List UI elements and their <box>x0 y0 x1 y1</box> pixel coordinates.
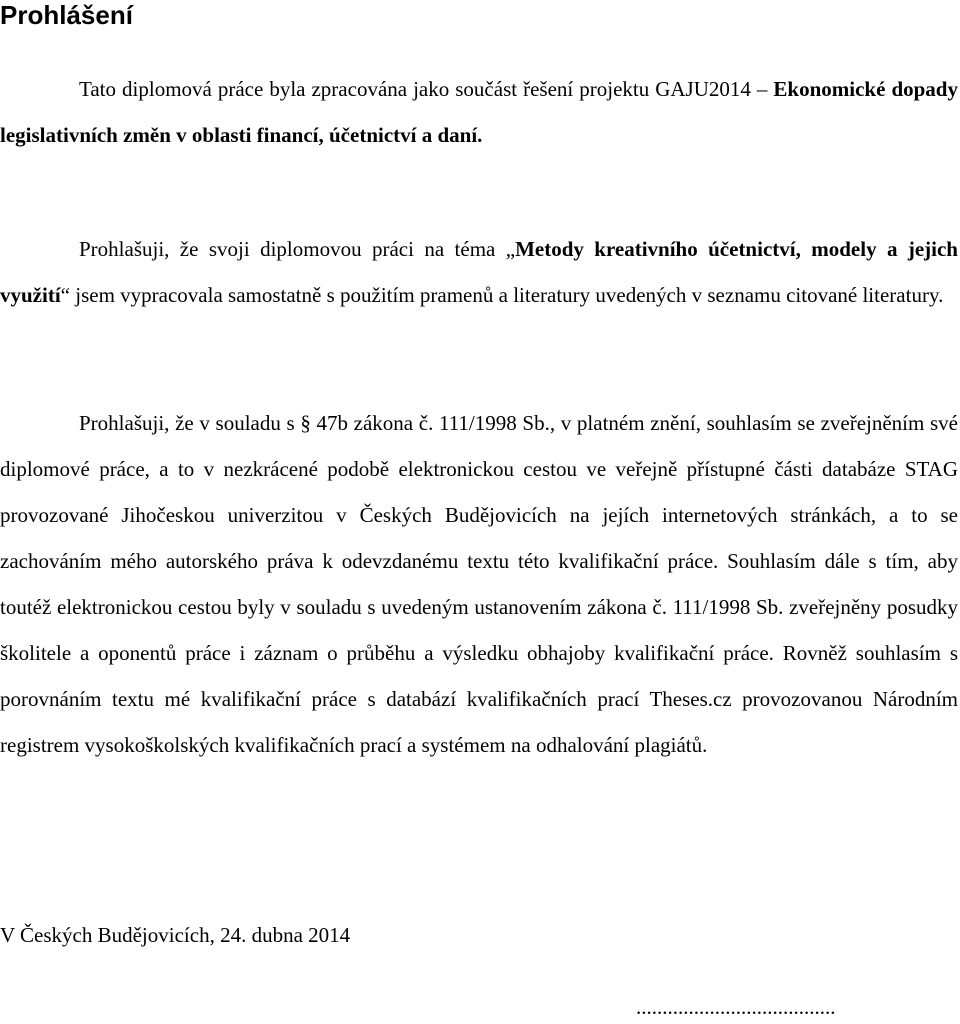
thesis-topic: Metody kreativního účetnictví, modely a jejich využití <box>0 237 958 307</box>
project-intro-text: Tato diplomová práce byla zpracována jako součást řešení projektu GAJU2014 – <box>79 77 774 101</box>
project-name: Ekonomické dopady legislativních změn v oblasti financí, účetnictví a daní. <box>0 77 958 147</box>
signature-line: ...................................... <box>636 995 836 1019</box>
page-title: Prohlášení <box>0 0 133 30</box>
authorship-closing-text: “ jsem vypracovala samostatně s použitím pramenů a literatury uvedených v seznamu citované literatury. <box>60 283 944 307</box>
publication-consent-paragraph: Prohlašuji, že v souladu s § 47b zákona č. 111/1998 Sb., v platném znění, souhlasím se zveřejněním své diplomové práce, a to v nezkrácené podobě elektronickou cestou ve veřejně přístupné části databáze STAG provozované Jihočeskou univerzitou v Českých Budějovicích na jejích internetových stránkách, a to se zachováním mého autorského práva k odevzdanému textu této kvalifikační práce. Souhlasím dále s tím, aby toutéž elektronickou cestou byly v souladu s uvedeným ustanovením zákona č. 111/1998 Sb. zveřejněny posudky školitele a oponentů práce i záznam o průběhu a výsledku obhajoby kvalifikační práce. Rovněž souhlasím s porovnáním textu mé kvalifikační práce s databází kvalifikačních prací Theses.cz provozovanou Národním registrem vysokoškolských kvalifikačních prací a systémem na odhalování plagiátů. <box>0 411 958 757</box>
authorship-intro-text: Prohlašuji, že svoji diplomovou práci na téma „ <box>79 237 516 261</box>
project-paragraph <box>0 66 958 158</box>
place-and-date: V Českých Budějovicích, 24. dubna 2014 <box>0 923 351 947</box>
authorship-paragraph <box>0 226 958 318</box>
